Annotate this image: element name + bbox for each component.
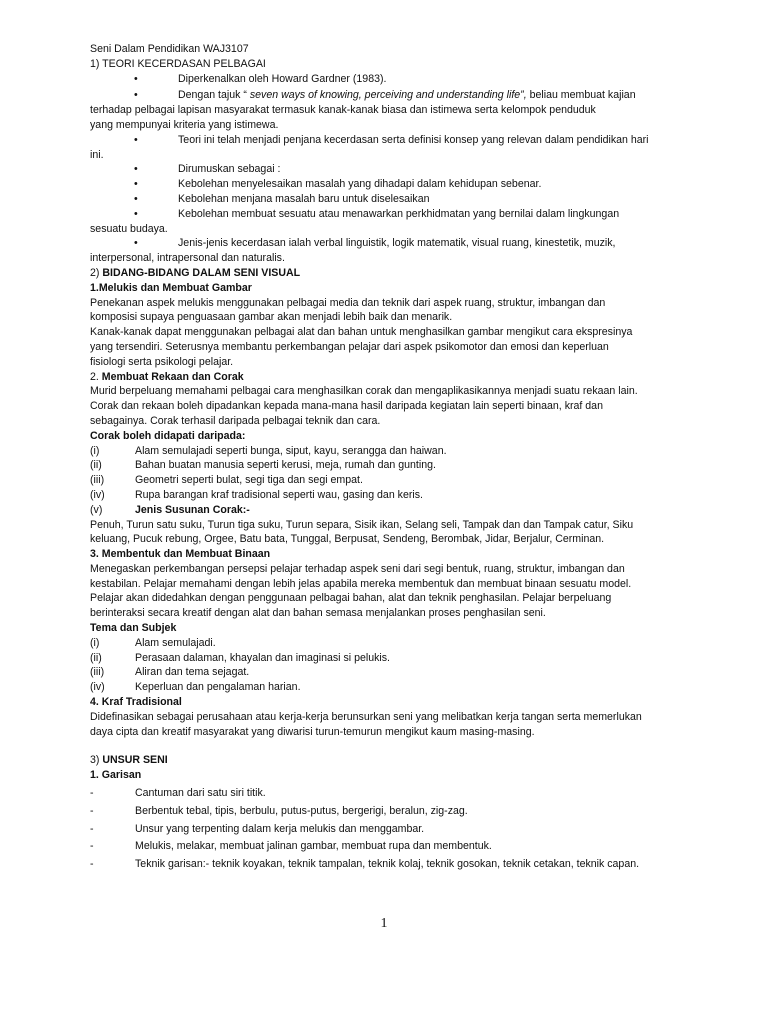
list-item: (i) Alam semulajadi. bbox=[90, 636, 216, 649]
paragraph-line: interpersonal, intrapersonal dan naturalis. bbox=[90, 252, 285, 265]
paragraph-line: terhadap pelbagai lapisan masyarakat termasuk kanak-kanak biasa dan istimewa serta kelompok penduduk bbox=[90, 104, 596, 117]
list-item: • Teori ini telah menjadi penjana kecerdasan serta definisi konsep yang relevan dalam pendidikan hari bbox=[90, 133, 690, 148]
bullet-dot-icon: • bbox=[134, 192, 138, 205]
paragraph-line: Murid berpeluang memahami pelbagai cara menghasilkan corak dan mengaplikasikannya menjadi suatu rekaan lain. bbox=[90, 385, 638, 398]
list-item: - Berbentuk tebal, tipis, berbulu, putus-putus, bergerigi, beralun, zig-zag. bbox=[90, 804, 468, 817]
section-1-title: 1) TEORI KECERDASAN PELBAGAI bbox=[90, 57, 266, 70]
book-title: seven ways of knowing, perceiving and understanding life”, bbox=[249, 89, 527, 102]
paragraph-line: sebagainya. Corak terhasil daripada pelbagai teknik dan cara. bbox=[90, 414, 381, 427]
paragraph-line: Pelajar akan didedahkan dengan penggunaan pelbagai bahan, alat dan teknik penghasilan. Pelajar berpeluang bbox=[90, 592, 612, 605]
list-item: • Diperkenalkan oleh Howard Gardner (1983). bbox=[90, 72, 690, 87]
subheading: Corak boleh didapati daripada: bbox=[90, 429, 246, 442]
paragraph-line: Corak dan rekaan boleh dipadankan kepada mana-mana hasil daripada kegiatan lain seperti binaan, kraf dan bbox=[90, 400, 603, 413]
bullet-dot-icon: • bbox=[134, 133, 138, 146]
subheading: 1. Garisan bbox=[90, 769, 142, 782]
list-item: (v) Jenis Susunan Corak:- bbox=[90, 503, 250, 516]
bullet-dot-icon: • bbox=[134, 237, 138, 250]
bullet-dot-icon: • bbox=[134, 163, 138, 176]
paragraph-line: Kanak-kanak dapat menggunakan pelbagai alat dan bahan untuk menghasilkan gambar mengikut cara ekspresinya bbox=[90, 326, 633, 339]
paragraph-line: keluang, Pucuk rebung, Orgee, Batu bata, Tunggal, Berpusat, Sendeng, Berombak, Jidar, Berjalur, Cerminan. bbox=[90, 533, 605, 546]
subheading: 4. Kraf Tradisional bbox=[90, 696, 182, 709]
list-item: - Teknik garisan:- teknik koyakan, teknik tampalan, teknik kolaj, teknik gosokan, teknik cetakan, teknik capan. bbox=[90, 858, 640, 871]
list-item: - Unsur yang terpenting dalam kerja melukis dan menggambar. bbox=[90, 822, 425, 835]
spacer bbox=[90, 739, 690, 753]
page-number: 1 bbox=[380, 916, 388, 931]
list-item: • Dengan tajuk “ seven ways of knowing, perceiving and understanding life”, beliau membuat kajian bbox=[90, 88, 690, 103]
document-page bbox=[90, 42, 690, 872]
paragraph-line: komposisi supaya penguasaan gambar akan menjadi lebih baik dan menarik. bbox=[90, 311, 453, 324]
paragraph-line: fisiologi serta psikologi pelajar. bbox=[90, 355, 234, 368]
list-item: (iv) Rupa barangan kraf tradisional seperti wau, gasing dan keris. bbox=[90, 488, 423, 501]
list-item: • Jenis-jenis kecerdasan ialah verbal linguistik, logik matematik, visual ruang, kinestetik, muzik, bbox=[90, 236, 690, 251]
list-item: - Cantuman dari satu siri titik. bbox=[90, 787, 266, 800]
subheading: Tema dan Subjek bbox=[90, 622, 177, 635]
list-item: • Kebolehan menjana masalah baru untuk diselesaikan bbox=[90, 192, 690, 207]
section-2-title: 2) BIDANG-BIDANG DALAM SENI VISUAL bbox=[90, 266, 301, 279]
bullet-dot-icon: • bbox=[134, 72, 138, 85]
paragraph-line: Penuh, Turun satu suku, Turun tiga suku, Turun separa, Sisik ikan, Selang seli, Tampak dan dan Tampak catur, Siku bbox=[90, 518, 634, 531]
paragraph-line: ini. bbox=[90, 148, 104, 161]
bullet-dot-icon: • bbox=[134, 89, 138, 102]
list-item: (ii) Bahan buatan manusia seperti kerusi, meja, rumah dan gunting. bbox=[90, 459, 436, 472]
list-item: • Dirumuskan sebagai : bbox=[90, 162, 690, 177]
paragraph-line: Menegaskan perkembangan persepsi pelajar terhadap aspek seni dari segi bentuk, ruang, struktur, imbangan dan bbox=[90, 562, 625, 575]
paragraph-line: yang tersendiri. Seterusnya membantu perkembangan pelajar dari aspek psikomotor dan emosi dan keperluan bbox=[90, 340, 609, 353]
subheading: 1.Melukis dan Membuat Gambar bbox=[90, 281, 252, 294]
list-item: (iii) Aliran dan tema sejagat. bbox=[90, 666, 250, 679]
list-item: (iv) Keperluan dan pengalaman harian. bbox=[90, 681, 301, 694]
list-item: (ii) Perasaan dalaman, khayalan dan imaginasi si pelukis. bbox=[90, 651, 390, 664]
paragraph-line: daya cipta dan kreatif masyarakat yang diwarisi turun-temurun mengikut kaum masing-masing. bbox=[90, 725, 535, 738]
subheading: 2. Membuat Rekaan dan Corak bbox=[90, 370, 244, 383]
paragraph-line: Didefinasikan sebagai perusahaan atau kerja-kerja berunsurkan seni yang melibatkan kerja tangan serta memerlukan bbox=[90, 710, 642, 723]
list-item: • Kebolehan membuat sesuatu atau menawarkan perkhidmatan yang bernilai dalam lingkungan bbox=[90, 207, 690, 222]
list-item: (i) Alam semulajadi seperti bunga, siput, kayu, serangga dan haiwan. bbox=[90, 444, 447, 457]
section-3-title: 3) UNSUR SENI bbox=[90, 754, 168, 767]
list-item: (iii) Geometri seperti bulat, segi tiga dan segi empat. bbox=[90, 474, 363, 487]
bullet-dot-icon: • bbox=[134, 207, 138, 220]
paragraph-line: sesuatu budaya. bbox=[90, 222, 168, 235]
list-item: - Melukis, melakar, membuat jalinan gambar, membuat rupa dan membentuk. bbox=[90, 840, 492, 853]
paragraph-line: yang mempunyai kriteria yang istimewa. bbox=[90, 118, 279, 131]
list-item: • Kebolehan menyelesaikan masalah yang dihadapi dalam kehidupan sebenar. bbox=[90, 177, 690, 192]
paragraph-line: kestabilan. Pelajar memahami dengan lebih jelas apabila mereka membentuk dan membuat binaan sesuatu model. bbox=[90, 577, 632, 590]
paragraph-line: Penekanan aspek melukis menggunakan pelbagai media dan teknik dari aspek ruang, struktur, imbangan dan bbox=[90, 296, 606, 309]
bullet-dot-icon: • bbox=[134, 178, 138, 191]
subheading: 3. Membentuk dan Membuat Binaan bbox=[90, 548, 271, 561]
course-header: Seni Dalam Pendidikan WAJ3107 bbox=[90, 43, 249, 55]
paragraph-line: berinteraksi secara kreatif dengan alat dan bahan semasa menjalankan proses penghasilan seni. bbox=[90, 607, 546, 620]
